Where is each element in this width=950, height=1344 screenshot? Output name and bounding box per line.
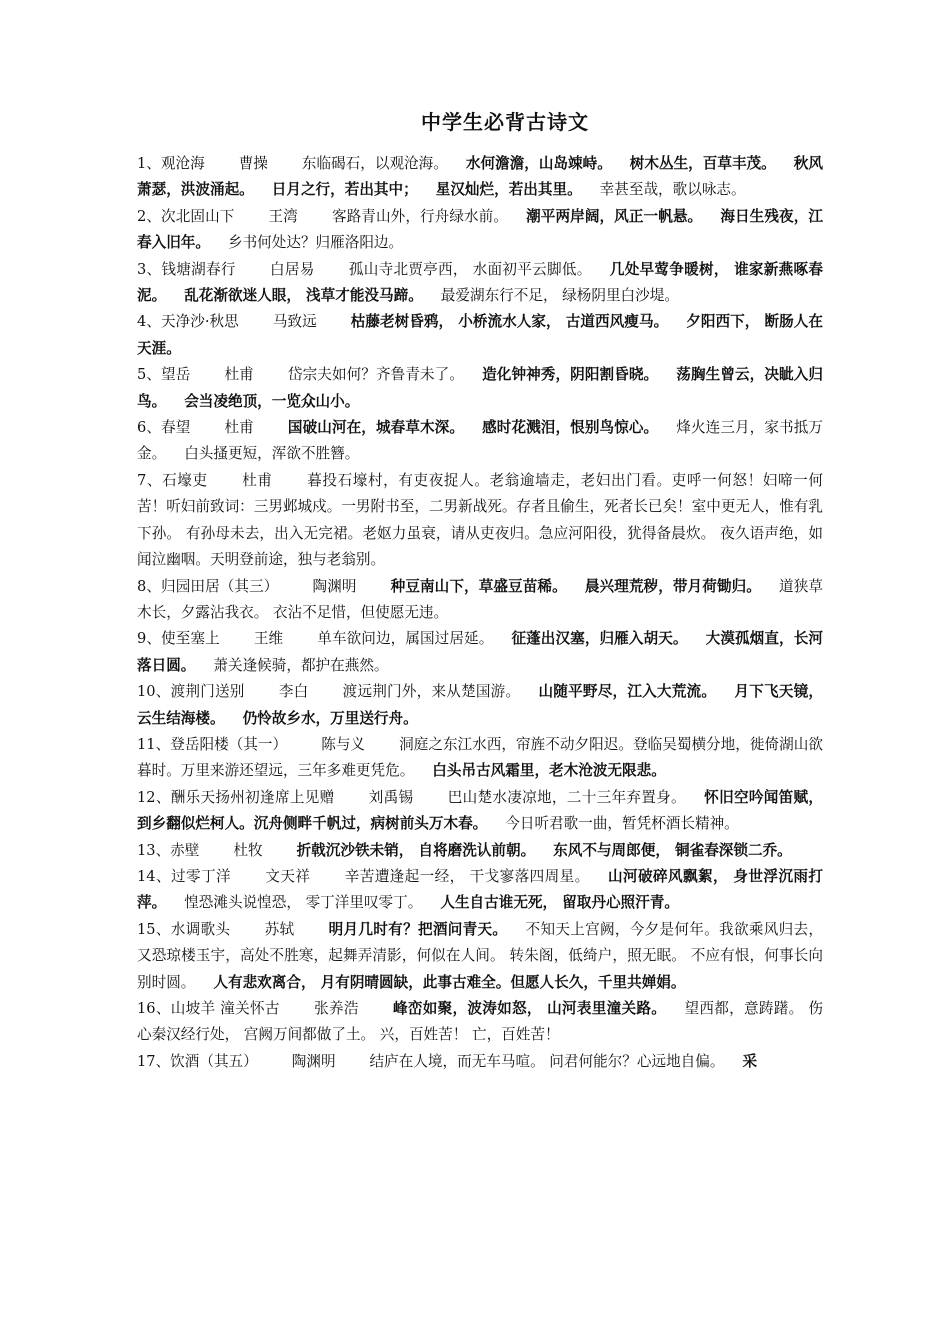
poem-line-bold: 峰峦如聚，波涛如怒， 山河表里潼关路。 <box>392 1000 667 1017</box>
poem-line-bold: 水何澹澹，山岛竦峙。 <box>465 155 612 172</box>
poem-number: 14、 <box>137 867 171 885</box>
poem-line-bold: 海日生残夜，江春入旧年。 <box>137 207 823 252</box>
poem-line-bold: 乱花渐欲迷人眼， 浅草才能没马蹄。 <box>184 287 423 305</box>
poem-title: 渡荆门送别 <box>170 683 245 701</box>
poem-number: 7、 <box>137 471 163 489</box>
poem-title: 过零丁洋 <box>170 867 231 885</box>
poem-number: 15、 <box>137 920 171 938</box>
poem-entry <box>137 309 823 362</box>
poem-author: 杜甫 <box>241 471 273 489</box>
poem-author: 陶渊明 <box>291 1052 336 1070</box>
poem-title: 水调歌头 <box>170 920 231 938</box>
poem-entry <box>137 415 823 468</box>
poem-line: 白头搔更短，浑欲不胜簪。 <box>184 445 360 463</box>
poem-entry <box>137 468 823 574</box>
poem-line-bold: 国破山河在，城春草木深。 <box>287 419 465 437</box>
poem-line: 望西都，意踌躇。 伤心秦汉经行处， 宫阙万间都做了土。 兴，百姓苦！ 亡，百姓苦！ <box>137 1000 823 1044</box>
poem-number: 3、 <box>137 260 162 278</box>
poem-title: 饮酒（其五） <box>170 1052 258 1070</box>
poem-author: 陶渊明 <box>312 577 357 595</box>
poem-title: 春望 <box>161 419 191 437</box>
poem-line-bold: 月下飞天镜，云生结海楼。 <box>137 683 823 727</box>
poem-line-bold: 人有悲欢离合， 月有阴晴圆缺，此事古难全。但愿人长久，千里共婵娟。 <box>213 973 686 991</box>
poem-entry <box>137 626 823 679</box>
poem-entry <box>137 362 823 415</box>
poem-title: 归园田居（其三） <box>161 577 279 595</box>
poem-line: 客路青山外，行舟绿水前。 <box>331 207 509 225</box>
poem-entry <box>137 917 823 996</box>
poem-line-bold: 白头吊古风霜里，老木沧波无限悲。 <box>432 762 666 780</box>
poem-line-bold: 怀旧空吟闻笛赋，到乡翻似烂柯人。沉舟侧畔千帆过，病树前头万木春。 <box>137 788 823 833</box>
poem-line-bold: 秋风萧瑟，洪波涌起。 <box>137 155 823 199</box>
poem-entry <box>137 151 823 204</box>
poem-line-bold: 征蓬出汉塞，归雁入胡天。 <box>511 630 688 648</box>
poem-author: 杜甫 <box>224 419 254 437</box>
poem-line: 辛苦遭逢起一经， 干戈寥落四周星。 <box>344 867 590 885</box>
poem-line: 幸甚至哉，歌以咏志。 <box>599 181 746 199</box>
poem-line-bold: 晨兴理荒秽，带月荷锄归。 <box>584 577 761 595</box>
poem-title: 赤壁 <box>170 841 200 859</box>
poem-line-bold: 枯藤老树昏鸦， 小桥流水人家， 古道西风瘦马。 <box>350 313 669 331</box>
poem-line: 巴山楚水凄凉地，二十三年弃置身。 <box>447 788 686 806</box>
poem-line: 最爱湖东行不足， 绿杨阴里白沙堤。 <box>440 287 679 305</box>
poem-author: 白居易 <box>269 260 315 278</box>
poem-line: 结庐在人境，而无车马喧。 问君何能尔？心远地自偏。 <box>369 1052 725 1070</box>
poem-line-bold: 大漠孤烟直，长河落日圆。 <box>137 630 823 674</box>
poem-number: 9、 <box>137 630 162 648</box>
poem-entry <box>137 785 823 838</box>
poem-line-bold: 几处早莺争暖树， 谁家新燕啄春泥。 <box>137 260 823 305</box>
poem-line-bold: 明月几时有？把酒问青天。 <box>328 920 508 938</box>
poem-entry <box>137 679 823 732</box>
poem-line-bold: 采 <box>742 1052 758 1070</box>
poem-author: 杜牧 <box>233 841 263 859</box>
poem-line: 洞庭之东江水西，帘旌不动夕阳迟。登临吴蜀横分地，徙倚湖山欲暮时。万里来游还望远，三年多难更凭危。 <box>137 735 823 780</box>
poem-number: 11、 <box>137 735 171 753</box>
poem-line-bold: 东风不与周郎便， 铜雀春深锁二乔。 <box>553 841 792 859</box>
poem-line-bold: 感时花溅泪，恨别鸟惊心。 <box>482 419 659 437</box>
poem-title: 钱塘湖春行 <box>161 260 236 278</box>
poem-entry <box>137 574 823 627</box>
poem-author: 王维 <box>253 630 284 648</box>
poem-line: 今日听君歌一曲，暂凭杯酒长精神。 <box>505 815 739 833</box>
poem-title: 山坡羊 潼关怀古 <box>170 1000 280 1017</box>
poem-number: 8、 <box>137 577 162 595</box>
poem-line: 不知天上宫阙，今夕是何年。我欲乘风归去， 又恐琼楼玉宇，高处不胜寒，起舞弄清影，何似在人间。 转朱阁，低绮户，照无眠。 不应有恨，何事长向别时圆。 <box>137 920 823 991</box>
poem-line-bold: 日月之行，若出其中； <box>271 181 418 199</box>
poem-line-bold: 仍怜故乡水，万里送行舟。 <box>242 709 418 727</box>
poem-line: 渡远荆门外，来从楚国游。 <box>342 683 521 701</box>
poem-line: 岱宗夫如何？齐鲁青未了。 <box>287 366 465 384</box>
poem-entry <box>137 257 823 310</box>
poem-entry <box>137 1049 823 1075</box>
poem-number: 16、 <box>137 1000 171 1017</box>
poem-line: 孤山寺北贾亭西， 水面初平云脚低。 <box>348 260 592 278</box>
poem-line: 萧关逢候骑，都护在燕然。 <box>213 656 389 674</box>
poem-entry <box>137 732 823 785</box>
poem-title: 登岳阳楼（其一） <box>170 735 288 753</box>
poem-number: 1、 <box>137 155 161 172</box>
poem-line-bold: 夕阳西下， 断肠人在天涯。 <box>137 313 823 357</box>
page-title: 中学生必背古诗文 <box>421 110 589 134</box>
poem-title: 石壕吏 <box>162 471 208 489</box>
poem-line: 单车欲问边，属国过居延。 <box>317 630 494 648</box>
poem-line-bold: 造化钟神秀，阴阳割昏晓。 <box>482 366 659 384</box>
poem-line-bold: 山河破碎风飘絮， 身世浮沉雨打萍。 <box>137 867 823 912</box>
poem-line: 道狭草木长，夕露沾我衣。 衣沾不足惜，但使愿无违。 <box>137 577 823 621</box>
poem-line-bold: 树木丛生，百草丰茂。 <box>629 155 776 172</box>
poem-entry <box>137 204 823 257</box>
poem-author: 陈与义 <box>321 735 366 753</box>
poem-author: 杜甫 <box>224 366 254 384</box>
poem-author: 刘禹锡 <box>368 788 414 806</box>
poem-author: 苏轼 <box>264 920 295 938</box>
poem-entry <box>137 996 823 1049</box>
poem-number: 17、 <box>137 1052 171 1070</box>
poem-title: 使至塞上 <box>161 630 220 648</box>
poem-author: 李白 <box>278 683 309 701</box>
poem-list <box>137 151 823 1075</box>
poem-number: 13、 <box>137 841 171 859</box>
poem-author: 曹操 <box>238 155 268 172</box>
poem-line-bold: 潮平两岸阔，风正一帆悬。 <box>526 207 703 225</box>
poem-title: 酬乐天扬州初逢席上见赠 <box>170 788 335 806</box>
poem-author: 王湾 <box>268 207 298 225</box>
poem-line-bold: 荡胸生曾云，决眦入归鸟。 <box>137 366 823 410</box>
poem-line-bold: 山随平野尽，江入大荒流。 <box>538 683 717 701</box>
poem-number: 5、 <box>137 366 162 384</box>
poem-line-bold: 会当凌绝顶，一览众山小。 <box>184 392 360 410</box>
poem-line-bold: 人生自古谁无死， 留取丹心照汗青。 <box>440 894 679 912</box>
poem-title: 观沧海 <box>160 155 205 172</box>
poem-author: 马致远 <box>272 313 317 331</box>
poem-number: 6、 <box>137 419 162 437</box>
poem-number: 4、 <box>137 313 161 331</box>
poem-line: 烽火连三月，家书抵万金。 <box>137 419 823 463</box>
poem-number: 12、 <box>137 788 171 806</box>
poem-line: 乡书何处达？归雁洛阳边。 <box>227 234 404 252</box>
poem-line: 暮投石壕村，有吏夜捉人。老翁逾墙走，老妇出门看。吏呼一何怒！妇啼一何苦！听妇前致词：三男邺城戍。一男附书至，二男新战死。存者且偷生，死者长已矣！室中更无人，惟有乳下孙。 有孙母未去，出入无完裙。老妪力虽衰，请从吏夜归。急应河阳役，犹得备晨炊。 夜久语声绝，如闻泣幽咽。天明登前途，独与老翁别。 <box>137 471 823 569</box>
poem-number: 2、 <box>137 207 162 225</box>
poem-title: 次北固山下 <box>161 207 235 225</box>
poem-number: 10、 <box>137 683 171 701</box>
poem-entry <box>137 838 823 864</box>
poem-line-bold: 折戟沉沙铁未销， 自将磨洗认前朝。 <box>296 841 536 859</box>
poem-title: 望岳 <box>161 366 191 384</box>
poem-entry <box>137 864 823 917</box>
poem-line: 惶恐滩头说惶恐， 零丁洋里叹零丁。 <box>184 894 423 912</box>
poem-author: 张养浩 <box>313 1000 359 1017</box>
poem-title: 天净沙·秋思 <box>160 313 239 331</box>
poem-line: 东临碣石，以观沧海。 <box>301 155 448 172</box>
poem-line-bold: 种豆南山下，草盛豆苗稀。 <box>390 577 567 595</box>
poem-author: 文天祥 <box>264 867 311 885</box>
poem-line-bold: 星汉灿烂，若出其里。 <box>435 181 582 199</box>
